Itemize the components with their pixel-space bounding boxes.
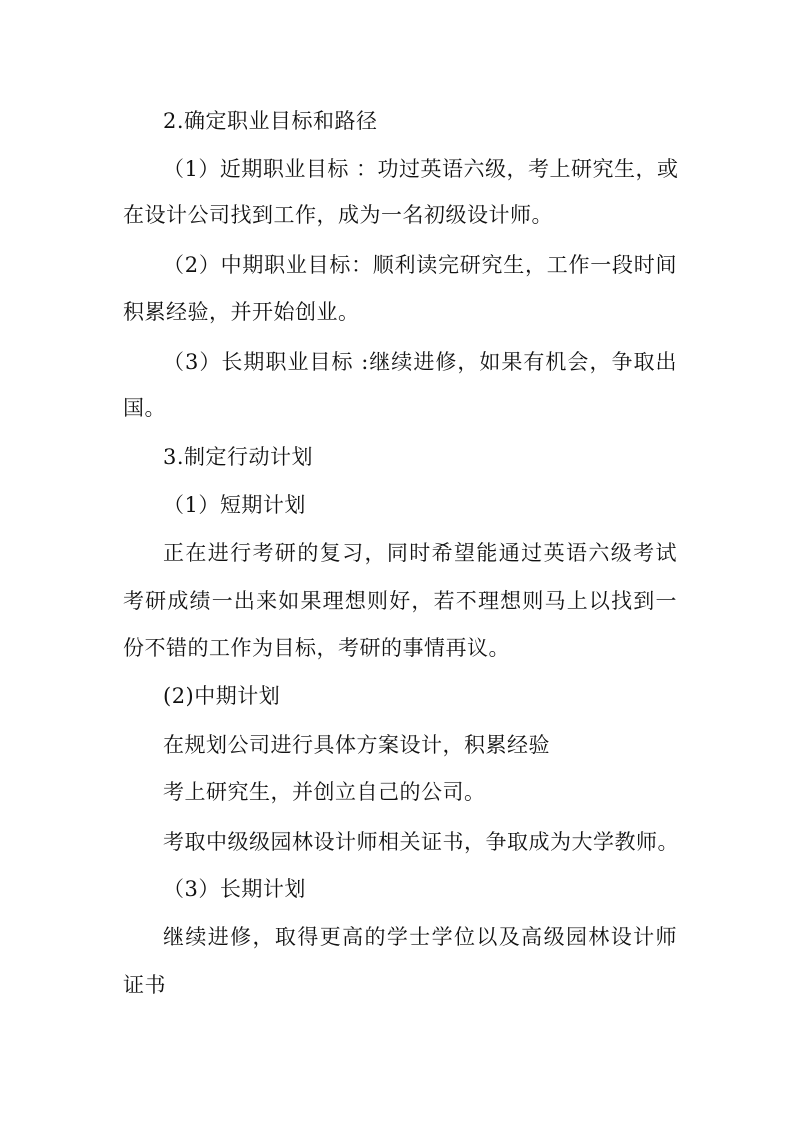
paragraph-line: 份不错的工作为目标，考研的事情再议。 — [123, 636, 510, 660]
subheading-short-term: （1）短期计划 — [163, 493, 306, 517]
paragraph-line: （3）长期职业目标 :继续进修，如果有机会，争取出 — [163, 350, 677, 374]
paragraph-line: 考上研究生，并创立自己的公司。 — [163, 780, 486, 804]
paragraph-line: 在设计公司找到工作，成为一名初级设计师。 — [123, 203, 553, 227]
paragraph-line: 考取中级级园林设计师相关证书，争取成为大学教师。 — [163, 830, 679, 854]
section-heading-career-goals: 2.确定职业目标和路径 — [163, 109, 378, 133]
paragraph-line: 积累经验，并开始创业。 — [123, 300, 360, 324]
paragraph-line: 证书 — [123, 973, 166, 997]
paragraph-line: （2）中期职业目标：顺利读完研究生，工作一段时间 — [163, 253, 677, 277]
subheading-long-term: （3）长期计划 — [163, 877, 306, 901]
paragraph-line: 在规划公司进行具体方案设计，积累经验 — [163, 733, 550, 757]
paragraph-line: （1）近期职业目标 ：功过英语六级，考上研究生，或 — [163, 157, 679, 181]
paragraph-line: 国。 — [123, 396, 166, 420]
paragraph-line: 考研成绩一出来如果理想则好，若不理想则马上以找到一 — [123, 589, 677, 613]
subheading-mid-term: (2)中期计划 — [163, 684, 281, 708]
paragraph-line: 正在进行考研的复习，同时希望能通过英语六级考试 — [163, 541, 677, 565]
section-heading-action-plan: 3.制定行动计划 — [163, 445, 314, 469]
paragraph-line: 继续进修，取得更高的学士学位以及高级园林设计师 — [163, 925, 677, 949]
